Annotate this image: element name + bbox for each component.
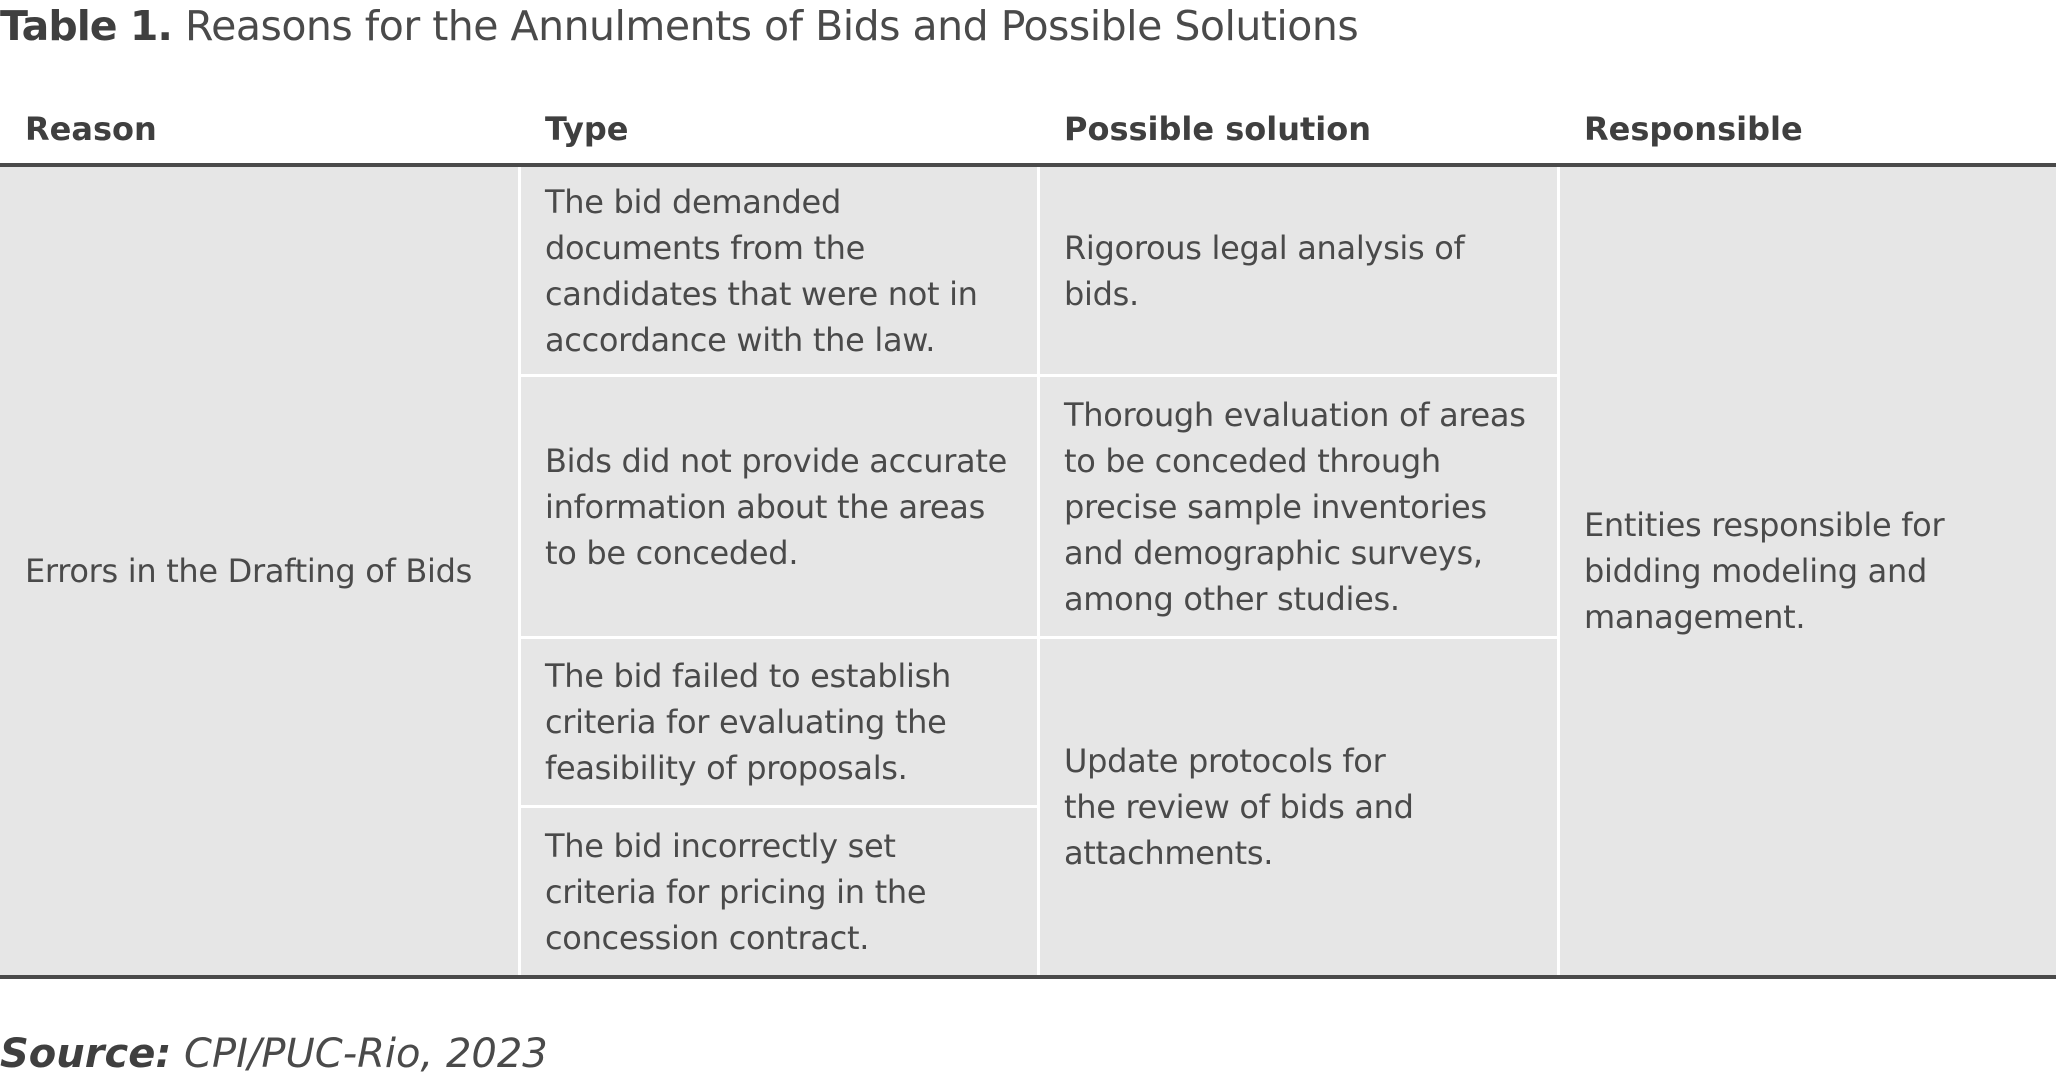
responsible-text: Entities responsible for bidding modeling and management. xyxy=(1584,506,1945,636)
table-caption xyxy=(0,2,1358,50)
header-possible-solution: Possible solution xyxy=(1064,110,1372,148)
solution-cell xyxy=(1064,639,1424,975)
type-cell xyxy=(545,808,1015,975)
column-divider xyxy=(1037,167,1040,975)
solution-text: Thorough evaluation of areas to be conceded through precise sample inventories and demographic surveys, among other studies. xyxy=(1064,395,1526,618)
caption-label: Table 1. xyxy=(0,2,172,50)
responsible-cell xyxy=(1584,167,1984,975)
type-text: The bid incorrectly set criteria for pricing in the concession contract. xyxy=(545,826,927,957)
table-body xyxy=(0,167,2056,975)
type-text: The bid failed to establish criteria for evaluating the feasibility of proposals. xyxy=(545,657,951,787)
reason-cell xyxy=(25,167,505,975)
solution-text: Rigorous legal analysis of bids. xyxy=(1064,228,1465,313)
type-text: Bids did not provide accurate information about the areas to be conceded. xyxy=(545,441,1007,572)
source-note xyxy=(0,1030,548,1078)
type-cell xyxy=(545,639,985,805)
reason-text: Errors in the Drafting of Bids xyxy=(25,552,473,590)
header-type: Type xyxy=(545,110,629,148)
solution-text: Update protocols for the review of bids and attachments. xyxy=(1064,742,1414,872)
caption-title: Reasons for the Annulments of Bids and Possible Solutions xyxy=(184,2,1359,50)
type-cell xyxy=(545,167,1025,374)
column-divider xyxy=(1557,167,1560,975)
solution-cell xyxy=(1064,377,1534,636)
bottom-rule xyxy=(0,975,2056,979)
header-responsible: Responsible xyxy=(1584,110,1803,148)
column-divider xyxy=(518,167,521,975)
type-text: The bid demanded documents from the candidates that were not in accordance with the law. xyxy=(545,182,978,359)
solution-cell xyxy=(1064,167,1549,374)
type-cell xyxy=(545,377,1025,636)
source-label: Source: xyxy=(0,1031,172,1077)
header-reason: Reason xyxy=(25,110,157,148)
source-text: CPI/PUC-Rio, 2023 xyxy=(184,1031,548,1077)
